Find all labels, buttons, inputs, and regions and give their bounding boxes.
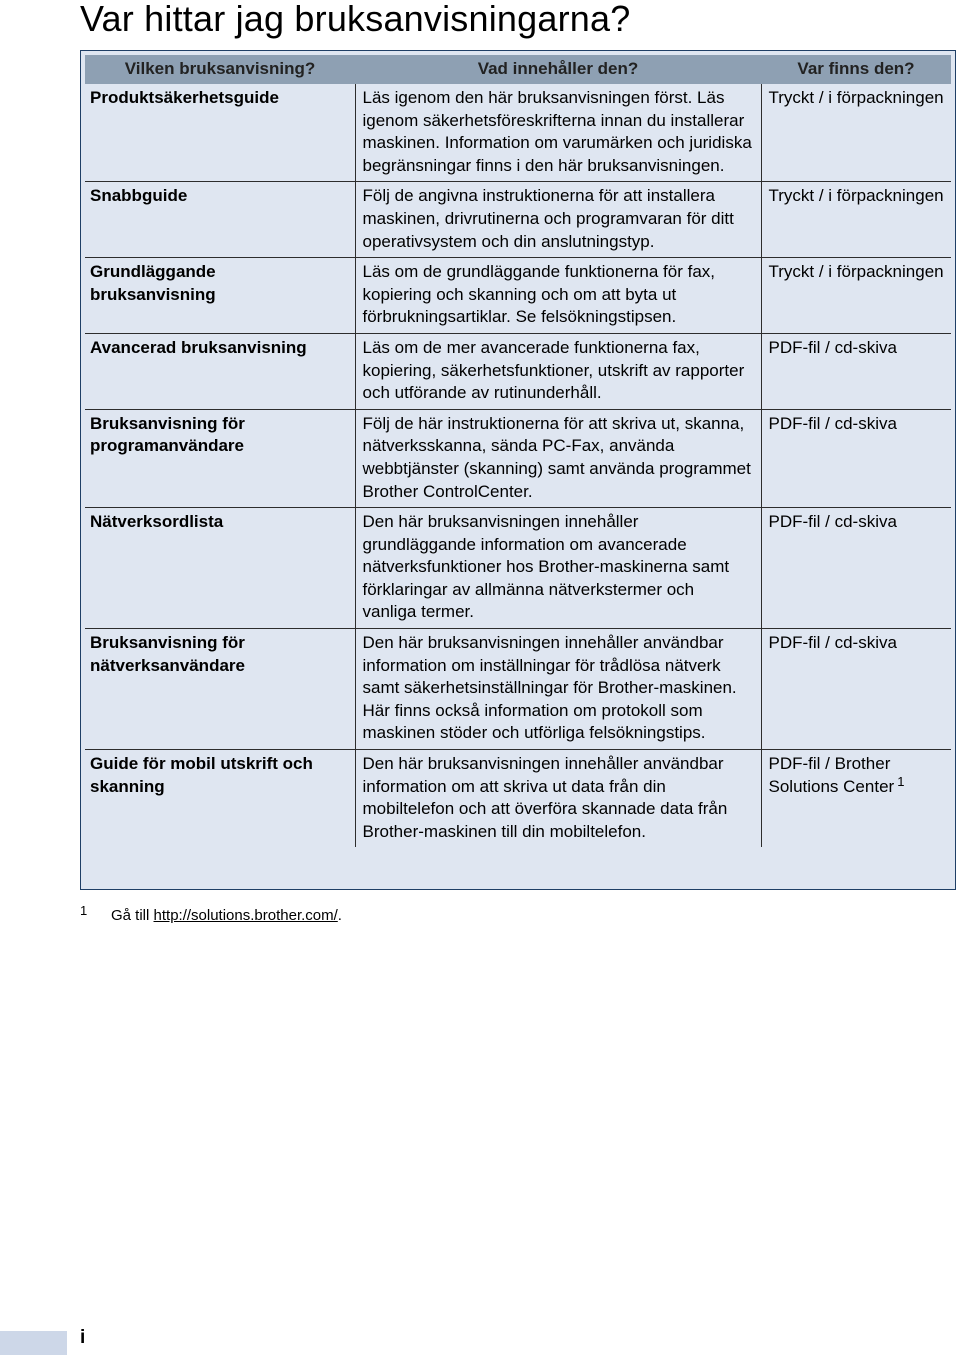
guide-contents: Läs igenom den här bruksanvisningen först. Läs igenom säkerhetsföreskrifterna innan du installerar maskinen. Information om varumärken och juridiska begränsningar finns i den här bruksanvisningen. bbox=[355, 84, 761, 182]
table-row bbox=[85, 333, 951, 409]
table-row bbox=[85, 182, 951, 258]
header-location: Var finns den? bbox=[761, 55, 951, 84]
header-contents: Vad innehåller den? bbox=[355, 55, 761, 84]
table-row bbox=[85, 84, 951, 182]
solutions-center-link[interactable]: http://solutions.brother.com/ bbox=[153, 907, 338, 924]
guide-location: PDF-fil / cd-skiva bbox=[761, 333, 951, 409]
page-title: Var hittar jag bruksanvisningarna? bbox=[80, 0, 631, 39]
header-guide: Vilken bruksanvisning? bbox=[85, 55, 355, 84]
guide-table-frame bbox=[80, 50, 956, 890]
guide-location: Tryckt / i förpackningen bbox=[761, 84, 951, 182]
guide-name: Guide för mobil utskrift och skanning bbox=[85, 750, 355, 848]
guide-name: Avancerad bruksanvisning bbox=[85, 333, 355, 409]
guide-name: Grundläggande bruksanvisning bbox=[85, 258, 355, 334]
footnote-reference[interactable]: 1 bbox=[897, 773, 905, 789]
table-row bbox=[85, 750, 951, 848]
guide-contents: Den här bruksanvisningen innehåller användbar information om att skriva ut data från din mobiltelefon och att överföra skannade data från Brother-maskinen till din mobiltelefon. bbox=[355, 750, 761, 848]
guide-name: Produktsäkerhetsguide bbox=[85, 84, 355, 182]
table-row bbox=[85, 629, 951, 750]
guide-contents: Den här bruksanvisningen innehåller användbar information om inställningar för trådlösa nätverk samt säkerhetsinställningar för Brother-maskinen. Här finns också information om protokoll som maskinen stöder och utförliga felsökningstips. bbox=[355, 629, 761, 750]
guide-contents: Läs om de grundläggande funktionerna för fax, kopiering och skanning och om att byta ut förbrukningsartiklar. Se felsökningstipsen. bbox=[355, 258, 761, 334]
guide-contents: Följ de här instruktionerna för att skriva ut, skanna, nätverksskanna, sända PC-Fax, använda webbtjänster (skanning) samt använda programmet Brother ControlCenter. bbox=[355, 409, 761, 507]
guide-location: PDF-fil / cd-skiva bbox=[761, 409, 951, 507]
guide-location: PDF-fil / cd-skiva bbox=[761, 508, 951, 629]
table-row bbox=[85, 409, 951, 507]
guide-location: PDF-fil / Brother Solutions Center bbox=[768, 754, 895, 796]
footnote-period: . bbox=[337, 907, 342, 924]
guide-table bbox=[85, 55, 951, 847]
page-tab-marker bbox=[0, 1331, 67, 1355]
table-header-row bbox=[85, 55, 951, 84]
footnote-number: 1 bbox=[80, 903, 88, 918]
footnote bbox=[80, 903, 342, 924]
guide-name: Snabbguide bbox=[85, 182, 355, 258]
table-row bbox=[85, 508, 951, 629]
guide-name: Nätverksordlista bbox=[85, 508, 355, 629]
guide-contents: Läs om de mer avancerade funktionerna fax, kopiering, säkerhetsfunktioner, utskrift av rapporter och utförande av rutinunderhåll. bbox=[355, 333, 761, 409]
guide-name: Bruksanvisning för programanvändare bbox=[85, 409, 355, 507]
page-number: i bbox=[80, 1327, 86, 1348]
table-row bbox=[85, 258, 951, 334]
guide-contents: Följ de angivna instruktionerna för att installera maskinen, drivrutinerna och programvaran för ditt operativsystem och din anslutningstyp. bbox=[355, 182, 761, 258]
guide-name: Bruksanvisning för nätverksanvändare bbox=[85, 629, 355, 750]
guide-location: Tryckt / i förpackningen bbox=[761, 182, 951, 258]
guide-location: PDF-fil / cd-skiva bbox=[761, 629, 951, 750]
guide-contents: Den här bruksanvisningen innehåller grundläggande information om avancerade nätverksfunktioner hos Brother-maskinerna samt förklaringar av allmänna nätverkstermer och vanliga termer. bbox=[355, 508, 761, 629]
guide-location: Tryckt / i förpackningen bbox=[761, 258, 951, 334]
guide-location-cell bbox=[761, 750, 951, 848]
footnote-text: Gå till bbox=[111, 907, 154, 924]
